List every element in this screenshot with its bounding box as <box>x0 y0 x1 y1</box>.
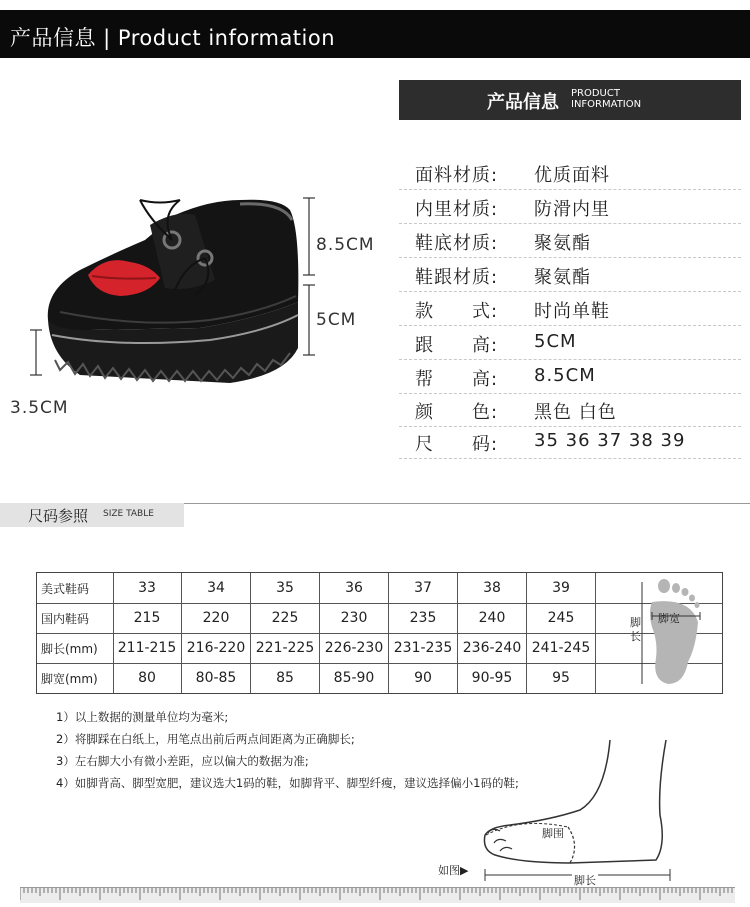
info-value: 8.5CM <box>534 365 596 386</box>
shoe-illustration <box>0 170 390 430</box>
foot-diagram <box>600 572 721 692</box>
size-table-heading: 尺码参照 <box>28 507 89 525</box>
platform-height-label: 3.5CM <box>10 398 69 418</box>
table-cell: 211-215 <box>113 633 182 663</box>
page-header-title: 产品信息 | Product information <box>10 26 336 50</box>
table-cell: 95 <box>527 663 596 693</box>
info-key: 内里材质: <box>415 199 499 220</box>
info-value: 黑色 白色 <box>534 402 617 423</box>
table-cell: 220 <box>182 603 251 633</box>
row-header: 脚宽(mm) <box>37 663 114 693</box>
info-key: 帮 高: <box>415 369 499 390</box>
info-value: 35 36 37 38 39 <box>534 430 686 451</box>
table-cell: 231-235 <box>389 633 458 663</box>
heel-height-label: 5CM <box>316 310 357 330</box>
info-row-fabric <box>399 156 741 190</box>
note-item: 3）左右脚大小有微小差距，应以偏大的数据为准; <box>56 754 309 768</box>
info-key: 尺 码: <box>415 434 499 455</box>
info-value: 聚氨酯 <box>534 267 591 288</box>
upper-height-label: 8.5CM <box>316 235 375 255</box>
table-cell: 33 <box>113 573 182 603</box>
table-cell: 236-240 <box>458 633 527 663</box>
length-label: 脚长 <box>574 874 596 887</box>
info-row-heel-material <box>399 258 741 292</box>
table-cell: 36 <box>320 573 389 603</box>
reference-label: 如图▶ <box>438 864 469 877</box>
foot-sole-icon <box>600 572 721 692</box>
table-cell: 80-85 <box>182 663 251 693</box>
info-row-upper-height <box>399 360 741 394</box>
info-value: 防滑内里 <box>534 199 610 220</box>
info-row-size <box>399 425 741 459</box>
ruler-ticks <box>20 888 735 903</box>
info-row-style <box>399 292 741 326</box>
table-cell: 38 <box>458 573 527 603</box>
info-value: 5CM <box>534 331 577 352</box>
info-row-lining <box>399 190 741 224</box>
table-cell: 230 <box>320 603 389 633</box>
table-cell: 34 <box>182 573 251 603</box>
info-row-color <box>399 393 741 427</box>
info-key: 鞋底材质: <box>415 233 499 254</box>
foot-length-label: 脚长 <box>630 616 641 643</box>
info-key: 颜 色: <box>415 402 499 423</box>
table-cell: 35 <box>251 573 320 603</box>
size-table-section-header <box>0 503 184 527</box>
table-cell: 216-220 <box>182 633 251 663</box>
table-cell: 85 <box>251 663 320 693</box>
info-key: 面料材质: <box>415 165 499 186</box>
info-key: 款 式: <box>415 301 499 322</box>
table-cell: 240 <box>458 603 527 633</box>
table-cell: 39 <box>527 573 596 603</box>
info-value: 时尚单鞋 <box>534 301 610 322</box>
shoe-photo <box>0 170 390 430</box>
table-cell: 90-95 <box>458 663 527 693</box>
note-item: 4）如脚背高、脚型宽肥，建议选大1码的鞋，如脚背平、脚型纤瘦，建议选择偏小1码的鞋; <box>56 776 519 790</box>
foot-measure-diagram <box>420 735 680 890</box>
table-cell: 221-225 <box>251 633 320 663</box>
table-cell: 90 <box>389 663 458 693</box>
circumference-label: 脚围 <box>542 827 564 840</box>
product-info-heading-en-1: PRODUCT <box>571 88 620 99</box>
table-cell: 215 <box>113 603 182 633</box>
row-header: 脚长(mm) <box>37 633 114 663</box>
product-info-heading: 产品信息 <box>487 92 559 113</box>
row-header: 国内鞋码 <box>37 603 114 633</box>
info-value: 聚氨酯 <box>534 233 591 254</box>
table-cell: 226-230 <box>320 633 389 663</box>
page-header-bar <box>0 10 750 58</box>
note-item: 2）将脚踩在白纸上，用笔点出前后两点间距离为正确脚长; <box>56 732 355 746</box>
product-info-panel <box>399 80 741 470</box>
table-cell: 85-90 <box>320 663 389 693</box>
info-row-heel-height <box>399 326 741 360</box>
info-value: 优质面料 <box>534 165 610 186</box>
note-item: 1）以上数据的测量单位均为毫米; <box>56 710 229 724</box>
row-header: 美式鞋码 <box>37 573 114 603</box>
size-table-heading-en: SIZE TABLE <box>103 509 154 519</box>
info-key: 跟 高: <box>415 335 499 356</box>
table-cell: 245 <box>527 603 596 633</box>
info-row-sole <box>399 224 741 258</box>
table-cell: 241-245 <box>527 633 596 663</box>
table-cell: 225 <box>251 603 320 633</box>
product-info-header <box>399 80 741 120</box>
foot-width-label: 脚宽 <box>658 612 680 625</box>
product-info-heading-en <box>571 88 641 110</box>
table-cell: 235 <box>389 603 458 633</box>
table-cell: 37 <box>389 573 458 603</box>
product-info-heading-en-2: INFORMATION <box>571 99 642 110</box>
info-key: 鞋跟材质: <box>415 267 499 288</box>
table-cell: 80 <box>113 663 182 693</box>
ruler <box>20 887 735 903</box>
